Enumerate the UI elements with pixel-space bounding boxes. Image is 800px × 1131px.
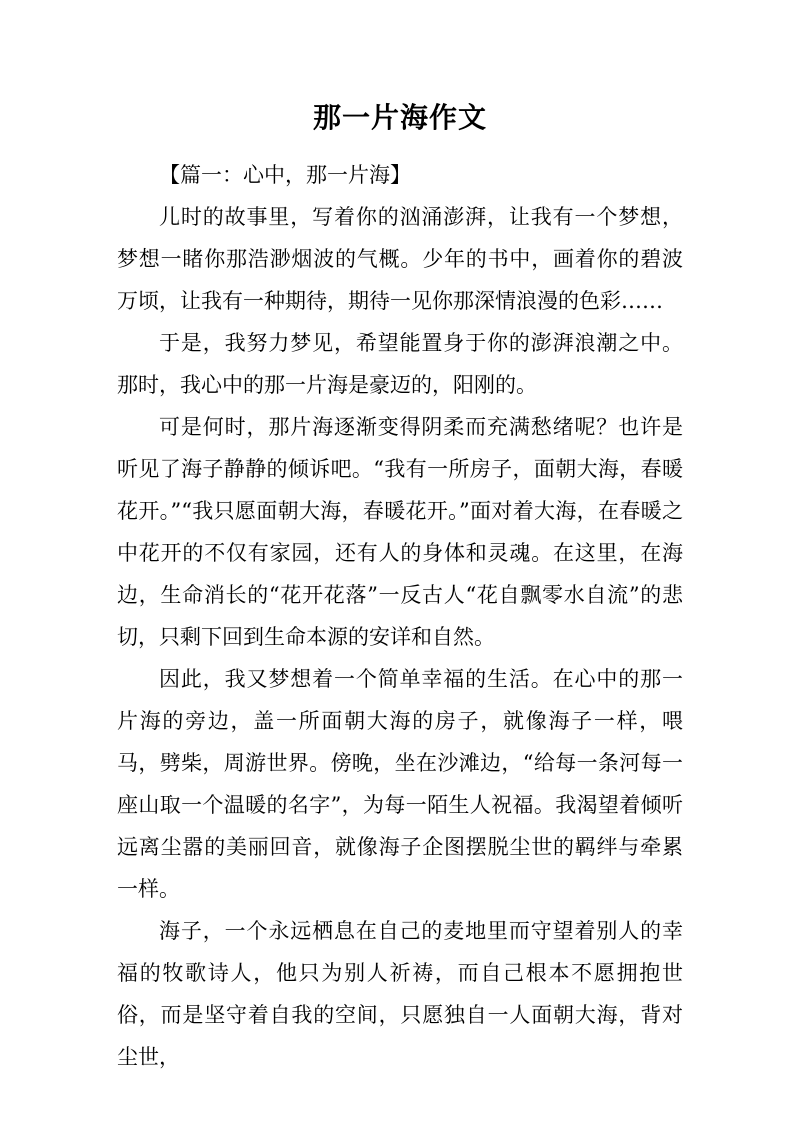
document-body [117,154,683,1078]
paragraph-2: 于是，我努力梦见，希望能置身于你的澎湃浪潮之中。那时，我心中的那一片海是豪迈的，阳刚的。 [117,331,683,397]
paragraph-4: 因此，我又梦想着一个简单幸福的生活。在心中的那一片海的旁边，盖一所面朝大海的房子，就像海子一样，喂马，劈柴，周游世界。傍晚，坐在沙滩边，“给每一条河每一座山取一个温暖的名字”，为每一陌生人祝福。我渴望着倾听远离尘嚣的美丽回音，就像海子企图摆脱尘世的羁绊与牵累一样。 [117,667,683,901]
paragraph-1: 儿时的故事里，写着你的汹涌澎湃，让我有一个梦想，梦想一睹你那浩渺烟波的气概。少年的书中，画着你的碧波万顷，让我有一种期待，期待一见你那深情浪漫的色彩…… [117,205,683,313]
section-heading: 【篇一：心中，那一片海】 [159,163,411,187]
paragraph-5: 海子，一个永远栖息在自己的麦地里而守望着别人的幸福的牧歌诗人，他只为别人祈祷，而自己根本不愿拥抱世俗，而是坚守着自我的空间，只愿独自一人面朝大海，背对尘世， [117,919,683,1069]
paragraph-3: 可是何时，那片海逐渐变得阴柔而充满愁绪呢？也许是听见了海子静静的倾诉吧。“我有一所房子，面朝大海，春暖花开。”“我只愿面朝大海，春暖花开。”面对着大海，在春暖之中花开的不仅有家园，还有人的身体和灵魂。在这里，在海边，生命消长的“花开花落”一反古人“花自飘零水自流”的悲切，只剩下回到生命本源的安详和自然。 [117,415,683,649]
document-title: 那一片海作文 [312,101,487,134]
